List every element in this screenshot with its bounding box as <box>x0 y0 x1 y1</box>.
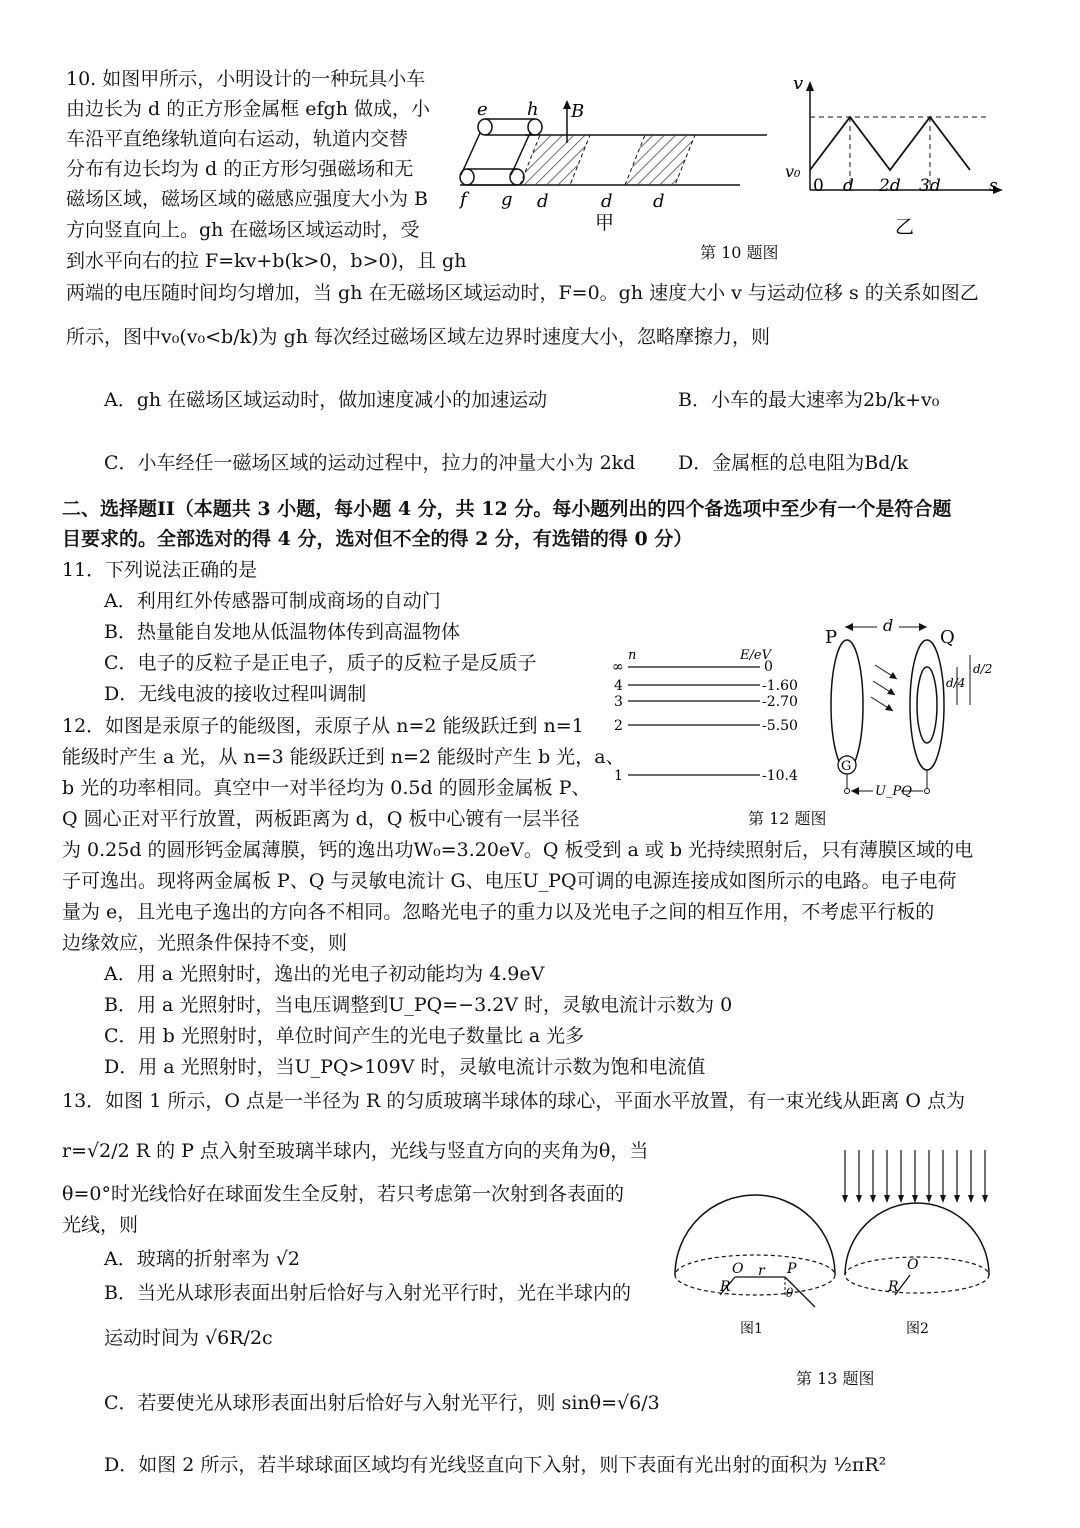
q10-line-9: 所示，图中v₀(v₀<b/k)为 gh 每次经过磁场区域左边界时速度大小，忽略摩擦力，则 <box>66 326 771 348</box>
origin-label: 0 <box>813 176 824 196</box>
q11-option-a: A．利用红外传感器可制成商场的自动门 <box>104 590 441 612</box>
q10-line-1: 10. 如图甲所示，小明设计的一种玩具小车 <box>66 68 426 90</box>
q12-line-8: 边缘效应，光照条件保持不变，则 <box>62 932 348 954</box>
fig2-label-o: O <box>907 1257 919 1273</box>
axis-s-label: s <box>989 176 998 196</box>
level-n-4: 4 <box>614 678 623 694</box>
label-g: g <box>501 189 513 210</box>
q12-option-c: C．用 b 光照射时，单位时间产生的光电子数量比 a 光多 <box>104 1025 585 1047</box>
q10-line-6: 方向竖直向上。gh 在磁场区域运动时，受 <box>66 219 420 241</box>
label-d-2: d <box>601 191 613 212</box>
level-e-3: -2.70 <box>762 694 798 710</box>
q13-option-a: A．玻璃的折射率为 √2 <box>104 1248 300 1270</box>
section-2-heading-1: 二、选择题II（本题共 3 小题，每小题 4 分，共 12 分。每小题列出的四个备选项中至少有一个是符合题 <box>62 498 952 520</box>
fig1-label-r-upper: R <box>720 1279 731 1295</box>
q12-line-1: 12．如图是汞原子的能级图，汞原子从 n=2 能级跃迁到 n=1 <box>62 715 584 737</box>
q12-line-5: 为 0.25d 的圆形钙金属薄膜，钙的逸出功W₀=3.20eV。Q 板受到 a 或 b 光持续照射后，只有薄膜区域的电 <box>62 839 974 861</box>
q12-option-b: B．用 a 光照射时，当电压调整到U_PQ=−3.2V 时，灵敏电流计示数为 0 <box>104 994 733 1016</box>
q12-line-4: Q 圆心正对平行放置，两板距离为 d，Q 板中心镀有一层半径 <box>62 808 580 830</box>
q12-option-a: A．用 a 光照射时，逸出的光电子初动能均为 4.9eV <box>104 963 545 985</box>
q10-figure-b <box>785 75 1015 240</box>
axis-v-label: v <box>793 75 804 94</box>
q10-line-4: 分布有边长均为 d 的正方形匀强磁场和无 <box>66 158 414 180</box>
q10-option-a: A．gh 在磁场区域运动时，做加速度减小的加速运动 <box>104 389 548 411</box>
label-e: e <box>477 99 488 120</box>
q12-energy-level-diagram <box>610 645 805 790</box>
figure-a-name: 甲 <box>595 212 615 234</box>
level-n-inf: ∞ <box>612 659 624 675</box>
q13-option-d: D．如图 2 所示，若半球球面区域均有光线竖直向下入射，则下表面有光出射的面积为 ½πR² <box>104 1454 887 1476</box>
level-e-2: -5.50 <box>762 718 798 734</box>
ratio-d4-label: d/4 <box>946 676 966 690</box>
q13-line-1: 13．如图 1 所示，O 点是一半径为 R 的匀质玻璃半球体的球心，平面水平放置，有一束光线从距离 O 点为 <box>62 1090 966 1112</box>
q10-line-3: 车沿平直绝缘轨道向右运动，轨道内交替 <box>66 128 409 150</box>
plate-q-label: Q <box>940 627 955 648</box>
label-h: h <box>527 99 539 120</box>
q13-line-2: r=√2/2 R 的 P 点入射至玻璃半球内，光线与竖直方向的夹角为θ，当 <box>62 1140 649 1162</box>
q12-line-6: 子可逸出。现将两金属板 P、Q 与灵敏电流计 G、电压U_PQ可调的电源连接成如图所示的电路。电子电荷 <box>62 870 957 892</box>
q11-option-b: B．热量能自发地从低温物体传到高温物体 <box>104 621 460 643</box>
fig1-name: 图1 <box>740 1321 763 1337</box>
level-e-4: -1.60 <box>762 678 798 694</box>
q11-option-d: D．无线电波的接收过程叫调制 <box>104 683 367 705</box>
q12-line-2: 能级时产生 a 光，从 n=3 能级跃迁到 n=2 能级时产生 b 光，a、 <box>62 746 625 768</box>
label-d-3: d <box>653 191 665 212</box>
label-b: B <box>571 101 585 122</box>
level-n-2: 2 <box>614 718 623 734</box>
fig2-label-r: R <box>888 1279 899 1295</box>
q12-circuit-diagram <box>815 615 995 800</box>
q13-line-4: 光线，则 <box>62 1214 139 1236</box>
fig2-name: 图2 <box>906 1321 929 1337</box>
energy-header-e: E/eV <box>740 648 771 663</box>
section-2-heading-2: 目要求的。全部选对的得 4 分，选对但不全的得 2 分，有选错的得 0 分） <box>62 528 693 550</box>
q13-hemisphere-figures <box>670 1145 1000 1345</box>
level-e-1: -10.4 <box>762 768 798 784</box>
q10-line-2: 由边长为 d 的正方形金属框 efgh 做成，小 <box>66 98 430 120</box>
ratio-d2-label: d/2 <box>973 662 993 676</box>
figure-b-name: 乙 <box>895 216 915 238</box>
q13-caption: 第 13 题图 <box>796 1369 875 1388</box>
q11-option-c: C．电子的反粒子是正电子，质子的反粒子是反质子 <box>104 652 537 674</box>
q10-option-d: D．金属框的总电阻为Bd/k <box>678 452 909 474</box>
fig1-label-o: O <box>732 1261 744 1277</box>
v0-label: v₀ <box>785 162 801 181</box>
tick-d: d <box>843 176 854 196</box>
galvanometer-label: G <box>841 759 852 774</box>
q12-line-3: b 光的功率相同。真空中一对半径均为 0.5d 的圆形金属板 P、 <box>62 777 591 799</box>
q13-option-b-1: B．当光从球形表面出射后恰好与入射光平行时，光在半球内的 <box>104 1282 631 1304</box>
q10-figure-a <box>455 95 775 235</box>
level-n-1: 1 <box>614 768 623 784</box>
label-d-1: d <box>537 191 549 212</box>
q10-option-c: C．小车经任一磁场区域的运动过程中，拉力的冲量大小为 2kd <box>104 452 636 474</box>
fig1-label-p: P <box>787 1261 797 1277</box>
q10-caption: 第 10 题图 <box>700 243 779 262</box>
energy-header-n: n <box>628 648 637 663</box>
q13-line-3: θ=0°时光线恰好在球面发生全反射，若只考虑第一次射到各表面的 <box>62 1183 624 1205</box>
q11-stem: 11．下列说法正确的是 <box>62 559 258 581</box>
plate-p-label: P <box>825 627 838 648</box>
level-e-inf: 0 <box>764 659 773 675</box>
voltage-upq-label: U_PQ <box>875 784 912 799</box>
q12-line-7: 量为 e，且光电子逸出的方向各不相同。忽略光电子的重力以及光电子之间的相互作用，不考虑平行板的 <box>62 901 935 923</box>
q10-line-7: 到水平向右的拉 F=kv+b(k>0，b>0)，且 gh <box>66 250 467 272</box>
label-f: f <box>460 189 467 210</box>
q12-option-d: D．用 a 光照射时，当U_PQ>109V 时，灵敏电流计示数为饱和电流值 <box>104 1056 706 1078</box>
q10-option-b: B．小车的最大速率为2b/k+v₀ <box>678 389 940 411</box>
distance-d-label: d <box>883 616 894 635</box>
fig1-label-theta: θ <box>786 1286 794 1300</box>
q10-line-5: 磁场区域，磁场区域的磁感应强度大小为 B <box>66 188 429 210</box>
q13-option-c: C．若要使光从球形表面出射后恰好与入射光平行，则 sinθ=√6/3 <box>104 1392 660 1414</box>
tick-2d: 2d <box>879 176 901 196</box>
level-n-3: 3 <box>614 694 623 710</box>
q13-option-b-2: 运动时间为 √6R/2c <box>104 1327 273 1349</box>
fig1-label-r: r <box>758 1263 765 1279</box>
tick-3d: 3d <box>919 176 941 196</box>
q12-caption: 第 12 题图 <box>748 809 827 828</box>
q10-line-8: 两端的电压随时间均匀增加，当 gh 在无磁场区域运动时，F=0。gh 速度大小 v 与运动位移 s 的关系如图乙 <box>66 282 979 304</box>
